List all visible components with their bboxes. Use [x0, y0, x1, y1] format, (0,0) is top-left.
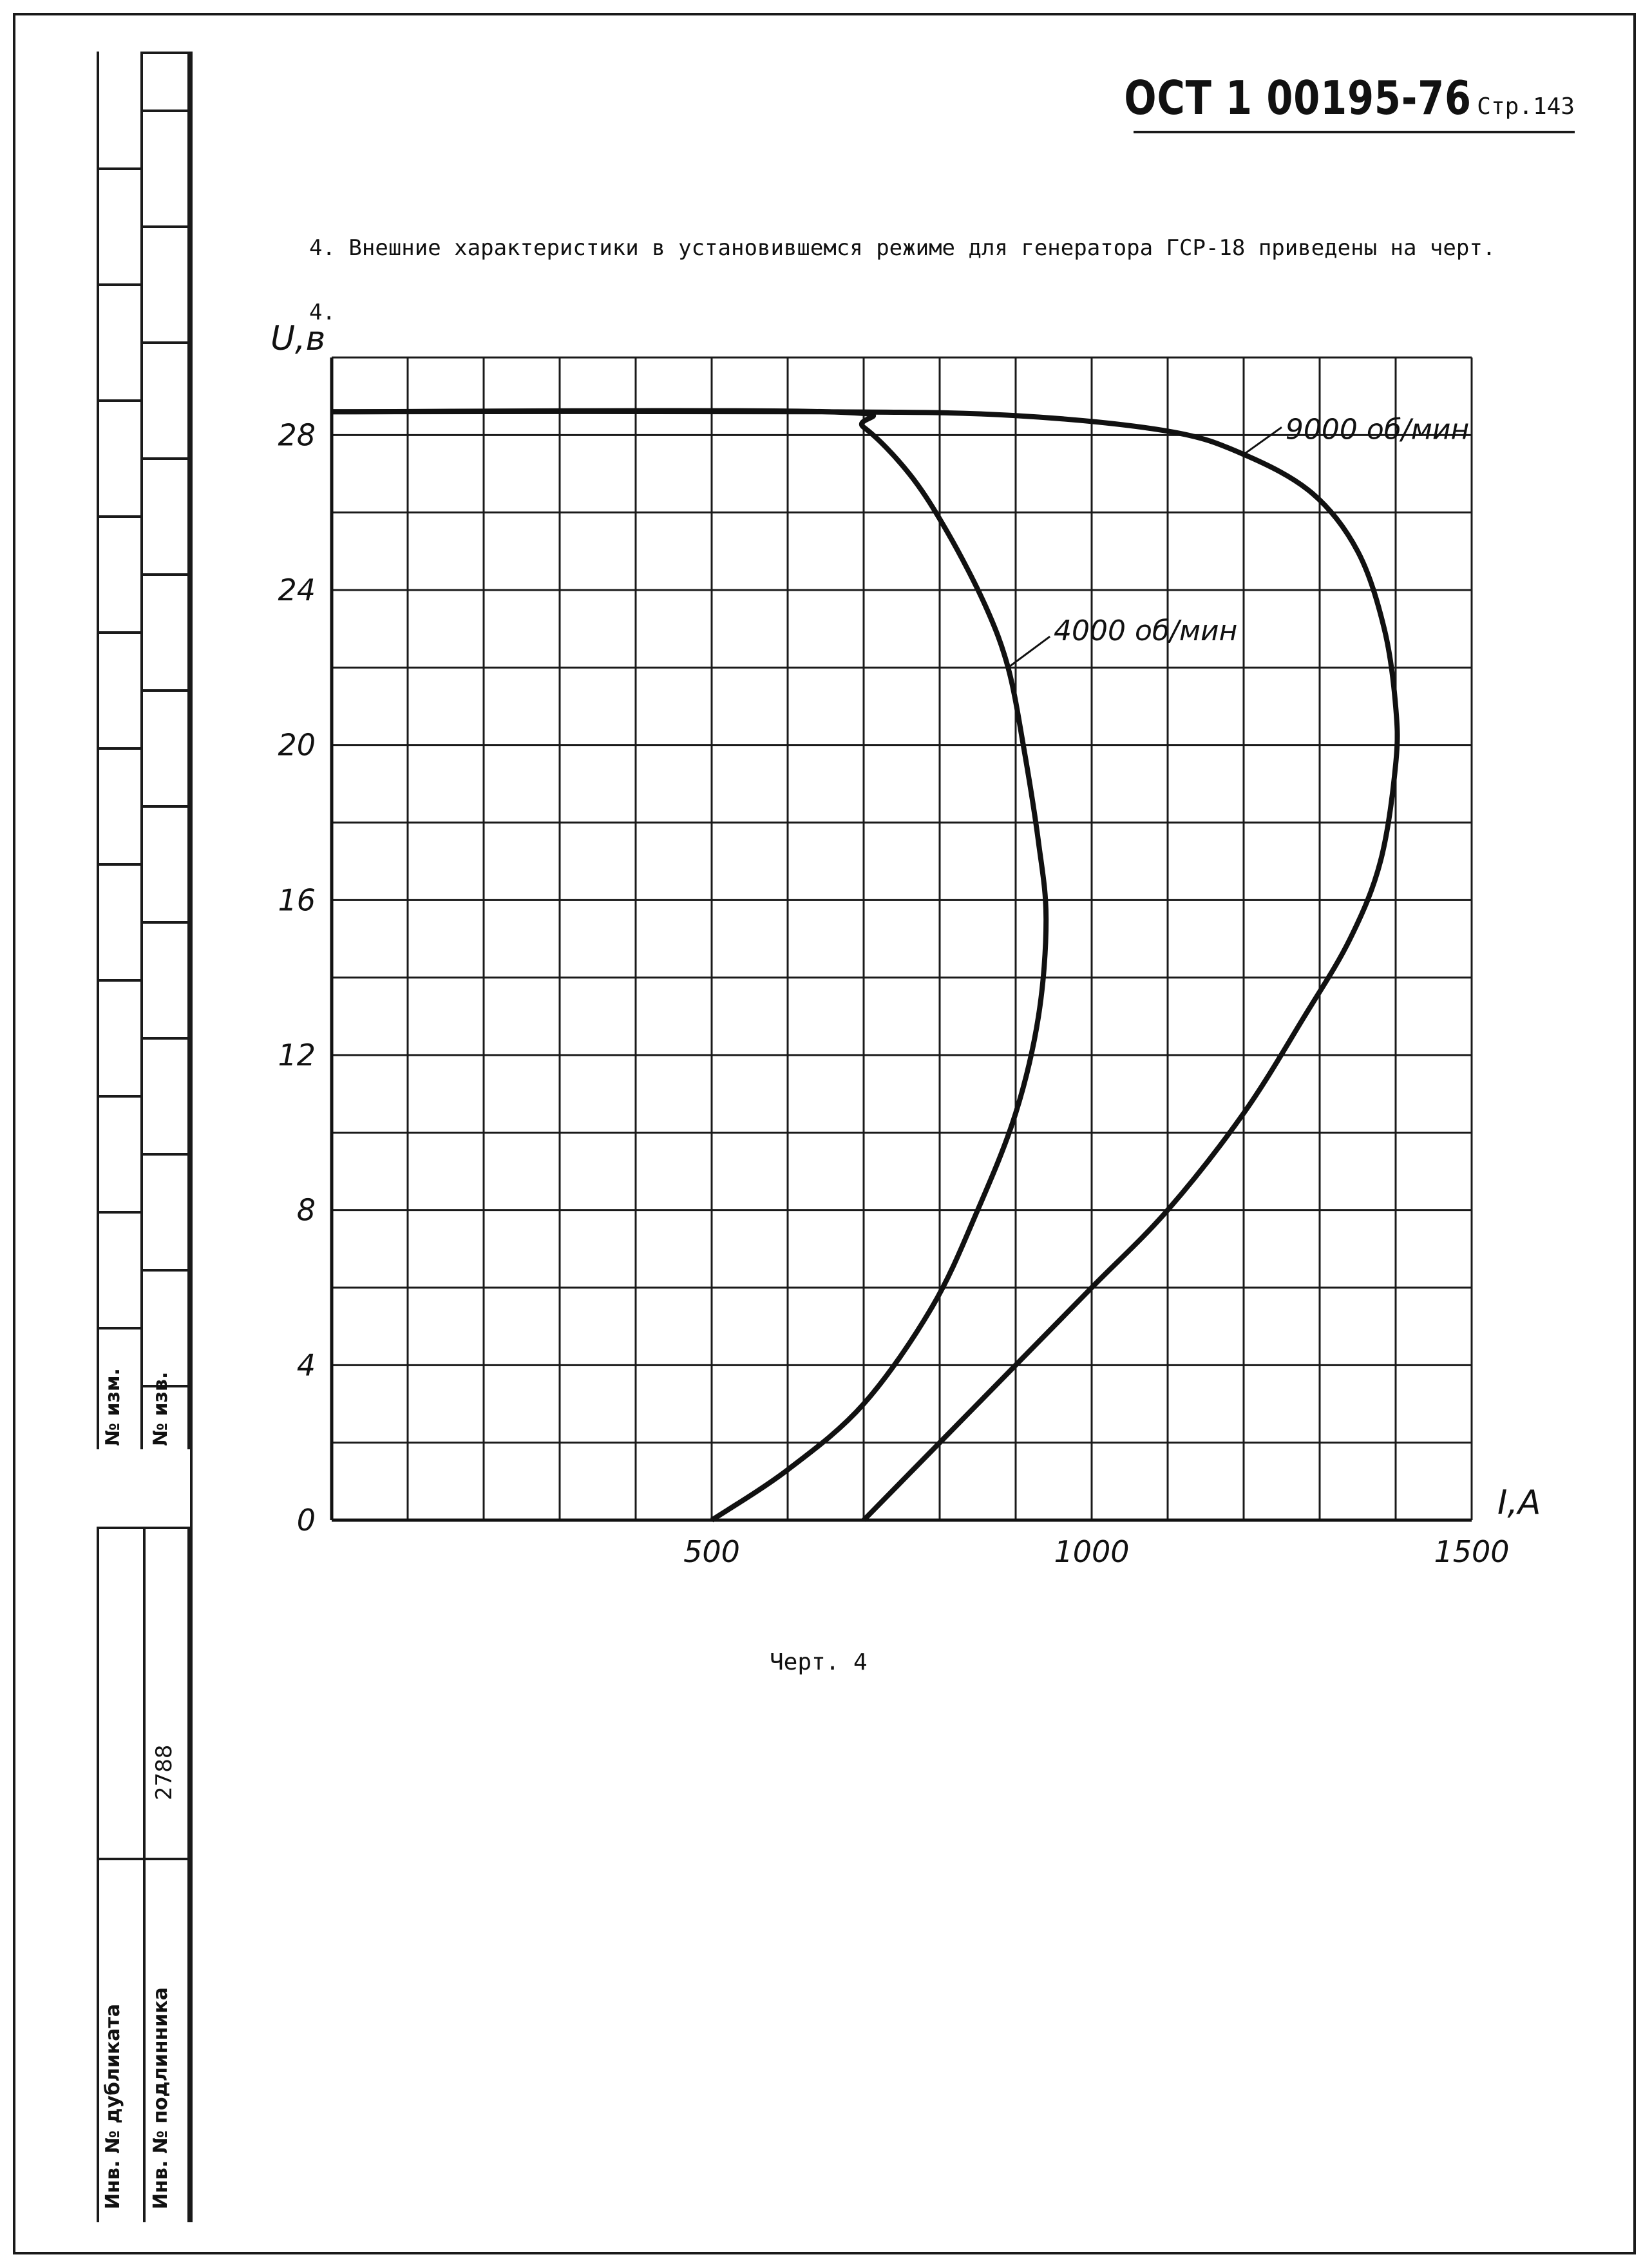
strip-tick [97, 1211, 143, 1214]
strip-tick [97, 283, 143, 286]
strip-tick [97, 863, 143, 866]
series-leader-9000 [1244, 427, 1282, 454]
header-underline [1134, 131, 1575, 133]
strip-tick [97, 515, 143, 518]
strip-tick [140, 1153, 190, 1156]
y-tick-label: 4 [296, 1348, 316, 1383]
y-tick-label: 8 [296, 1192, 316, 1228]
x-axis-title: I,A [1497, 1483, 1541, 1522]
strip-tick [97, 747, 143, 750]
margin-strip [97, 52, 190, 2222]
x-tick-label: 1000 [1054, 1534, 1130, 1569]
page-reference: Стр.143 [1477, 93, 1575, 120]
strip-tick [97, 1327, 143, 1329]
strip-tick [97, 167, 143, 170]
y-axis-title: U,в [271, 319, 326, 358]
strip-tick [140, 225, 190, 228]
series-leader-4000 [1008, 636, 1050, 667]
x-tick-label: 500 [683, 1534, 740, 1569]
document-header [1048, 71, 1575, 125]
notice-number-label: № изв. [149, 1371, 172, 1446]
strip-tick [97, 979, 143, 982]
strip-tick [97, 399, 143, 402]
strip-tick [140, 921, 190, 924]
strip-tick [140, 805, 190, 808]
strip-tick [140, 689, 190, 692]
y-tick-label: 28 [278, 417, 316, 453]
document-code: ОСТ 1 00195-76 [1124, 71, 1472, 125]
strip-tick [140, 52, 190, 54]
duplicate-inventory-label: Инв. № дубликата [102, 2003, 124, 2209]
strip-tick [140, 573, 190, 576]
body-paragraph: 4. Внешние характеристики в установившемся режиме для генератора ГСР-18 приведены на черт. 4. [309, 235, 1496, 325]
y-tick-label: 16 [278, 882, 316, 918]
strip-tick [140, 457, 190, 460]
original-inventory-label: Инв. № подлинника [149, 1987, 172, 2209]
series-label-4000: 4000 об/мин [1054, 615, 1238, 648]
figure-caption: Черт. 4 [770, 1649, 868, 1675]
chart-container [245, 316, 1541, 1594]
strip-column-notice [140, 52, 190, 1449]
y-tick-label: 24 [278, 573, 316, 607]
y-tick-label: 12 [278, 1038, 316, 1072]
strip-column-change [97, 52, 143, 1449]
strip-tick [140, 1269, 190, 1272]
strip-tick [140, 1037, 190, 1040]
change-number-label: № изм. [102, 1368, 124, 1446]
strip-tick [140, 110, 190, 112]
y-tick-label: 0 [296, 1503, 316, 1538]
strip-tick [97, 631, 143, 634]
y-tick-label: 20 [278, 727, 316, 763]
original-inventory-value: 2788 [151, 1744, 177, 1800]
content-border-line [190, 52, 193, 2222]
strip-tick [97, 1095, 143, 1098]
characteristic-chart [245, 316, 1541, 1591]
x-tick-label: 1500 [1434, 1534, 1510, 1569]
series-label-9000: 9000 об/мин [1285, 413, 1470, 446]
strip-tick [140, 341, 190, 344]
